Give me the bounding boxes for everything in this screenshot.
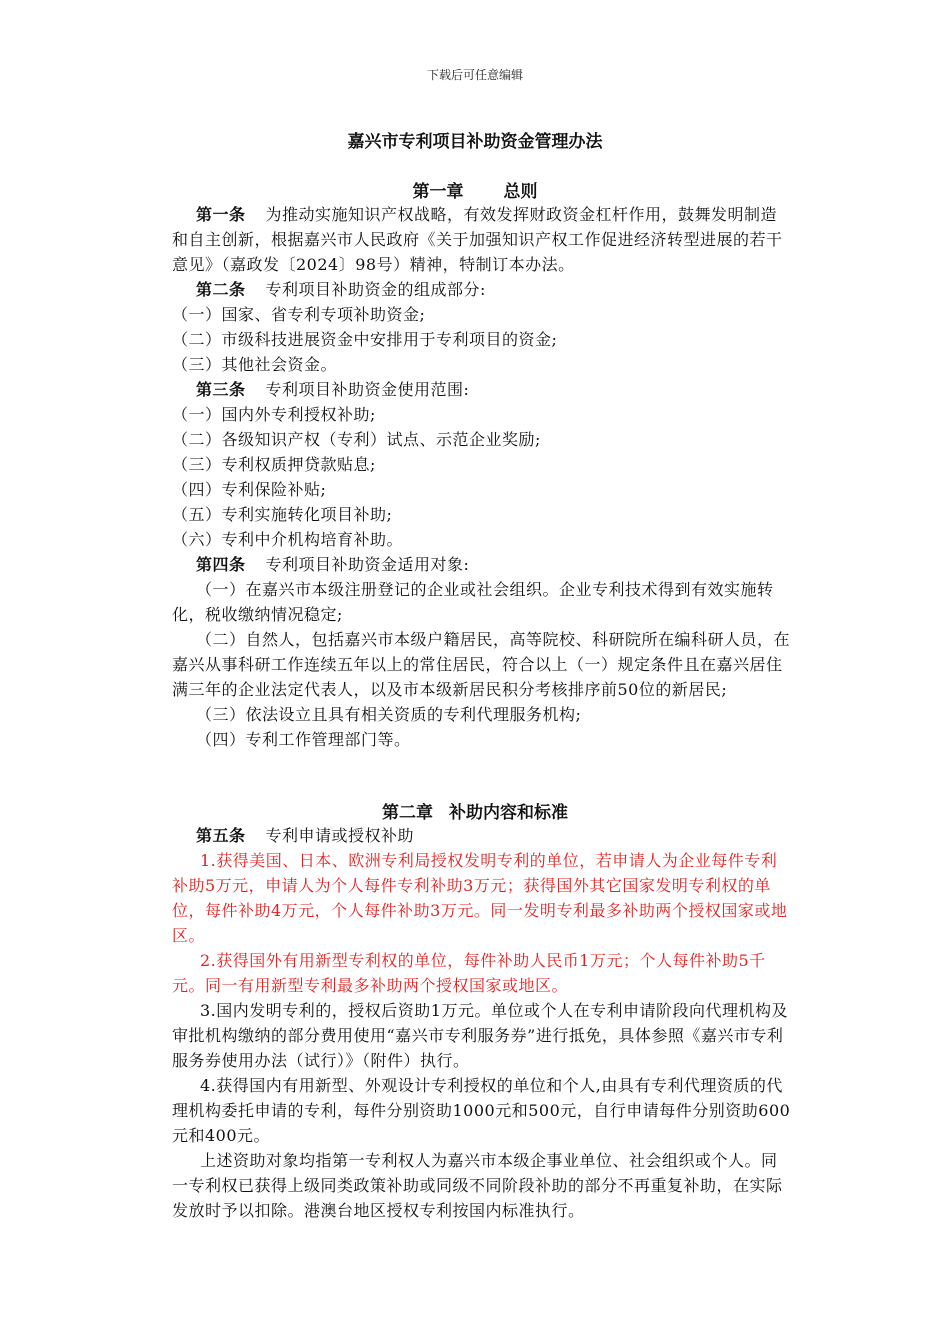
article-4-label: 第四条 xyxy=(196,555,246,574)
article-2-item: （三）其他社会资金。 xyxy=(172,355,338,374)
article-5-label: 第五条 xyxy=(196,826,246,845)
chapter-2-number: 第二章 xyxy=(382,803,433,823)
article-3-item: （四）专利保险补贴; xyxy=(172,480,327,499)
article-3-text: 专利项目补助资金使用范围: xyxy=(265,380,470,399)
article-4-item: （一）在嘉兴市本级注册登记的企业或社会组织。企业专利技术得到有效实施转化，税收缴纳情况稳定; xyxy=(172,580,774,624)
article-3-item: （五）专利实施转化项目补助; xyxy=(172,505,393,524)
chapter-1-number: 第一章 xyxy=(412,182,464,202)
chapter-1-heading xyxy=(0,177,950,202)
article-1-text: 为推动实施知识产权战略，有效发挥财政资金杠杆作用，鼓舞发明制造和自主创新，根据嘉兴市人民政府《关于加强知识产权工作促进经济转型进展的若干意见》（嘉政发〔2024〕98号）精神，特制订本办法。 xyxy=(172,205,783,274)
article-2-label: 第二条 xyxy=(196,280,246,299)
document-title: 嘉兴市专利项目补助资金管理办法 xyxy=(347,132,603,152)
chapter-1-body xyxy=(172,202,792,752)
article-3-item: （二）各级知识产权（专利）试点、示范企业奖励; xyxy=(172,430,541,449)
article-4 xyxy=(172,552,792,577)
article-4-text: 专利项目补助资金适用对象: xyxy=(265,555,470,574)
article-3-item: （六）专利中介机构培育补助。 xyxy=(172,530,404,549)
article-5-text: 专利申请或授权补助 xyxy=(265,826,415,845)
chapter-1-name: 总则 xyxy=(503,182,538,202)
chapter-2-body xyxy=(172,823,792,1223)
article-3-item: （三）专利权质押贷款贴息; xyxy=(172,455,376,474)
article-3-item: （一）国内外专利授权补助; xyxy=(172,405,376,424)
article-2-item: （一）国家、省专利专项补助资金; xyxy=(172,305,426,324)
article-3 xyxy=(172,377,792,402)
article-5-item: 4.获得国内有用新型、外观设计专利授权的单位和个人,由具有专利代理资质的代理机构委托申请的专利，每件分别资助1000元和500元，自行申请每件分别资助600元和400元。 xyxy=(172,1076,791,1145)
article-2-text: 专利项目补助资金的组成部分: xyxy=(265,280,486,299)
article-4-item: （四）专利工作管理部门等。 xyxy=(196,730,411,749)
article-3-label: 第三条 xyxy=(196,380,246,399)
article-2-item: （二）市级科技进展资金中安排用于专利项目的资金; xyxy=(172,330,558,349)
chapter-2-name: 补助内容和标准 xyxy=(449,803,568,823)
article-5-item-red: 1.获得美国、日本、欧洲专利局授权发明专利的单位，若申请人为企业每件专利补助5万元，申请人为个人每件专利补助3万元；获得国外其它国家发明专利权的单位，每件补助4万元，个人每件补助3万元。同一发明专利最多补助两个授权国家或地区。 xyxy=(172,851,788,945)
article-5 xyxy=(172,823,792,848)
article-1-label: 第一条 xyxy=(196,205,246,224)
article-5-item: 3.国内发明专利的，授权后资助1万元。单位或个人在专利申请阶段向代理机构及审批机构缴纳的部分费用使用“嘉兴市专利服务券”进行抵免，具体参照《嘉兴市专利服务券使用办法（试行）》（附件）执行。 xyxy=(172,1001,788,1070)
article-1 xyxy=(172,202,792,277)
page-header: 下载后可任意编辑 xyxy=(426,68,523,82)
article-4-item: （二）自然人，包括嘉兴市本级户籍居民，高等院校、科研院所在编科研人员，在嘉兴从事科研工作连续五年以上的常住居民，符合以上（一）规定条件且在嘉兴居住满三年的企业法定代表人，以及市本级新居民积分考核排序前50位的新居民; xyxy=(172,630,791,699)
chapter-2-heading xyxy=(0,798,950,823)
article-4-item: （三）依法设立且具有相关资质的专利代理服务机构; xyxy=(196,705,582,724)
article-2 xyxy=(172,277,792,302)
article-5-item-red: 2.获得国外有用新型专利权的单位，每件补助人民币1万元；个人每件补助5千元。同一有用新型专利最多补助两个授权国家或地区。 xyxy=(172,951,766,995)
article-5-note: 上述资助对象均指第一专利权人为嘉兴市本级企事业单位、社会组织或个人。同一专利权已获得上级同类政策补助或同级不同阶段补助的部分不再重复补助，在实际发放时予以扣除。港澳台地区授权专利按国内标准执行。 xyxy=(172,1151,783,1220)
